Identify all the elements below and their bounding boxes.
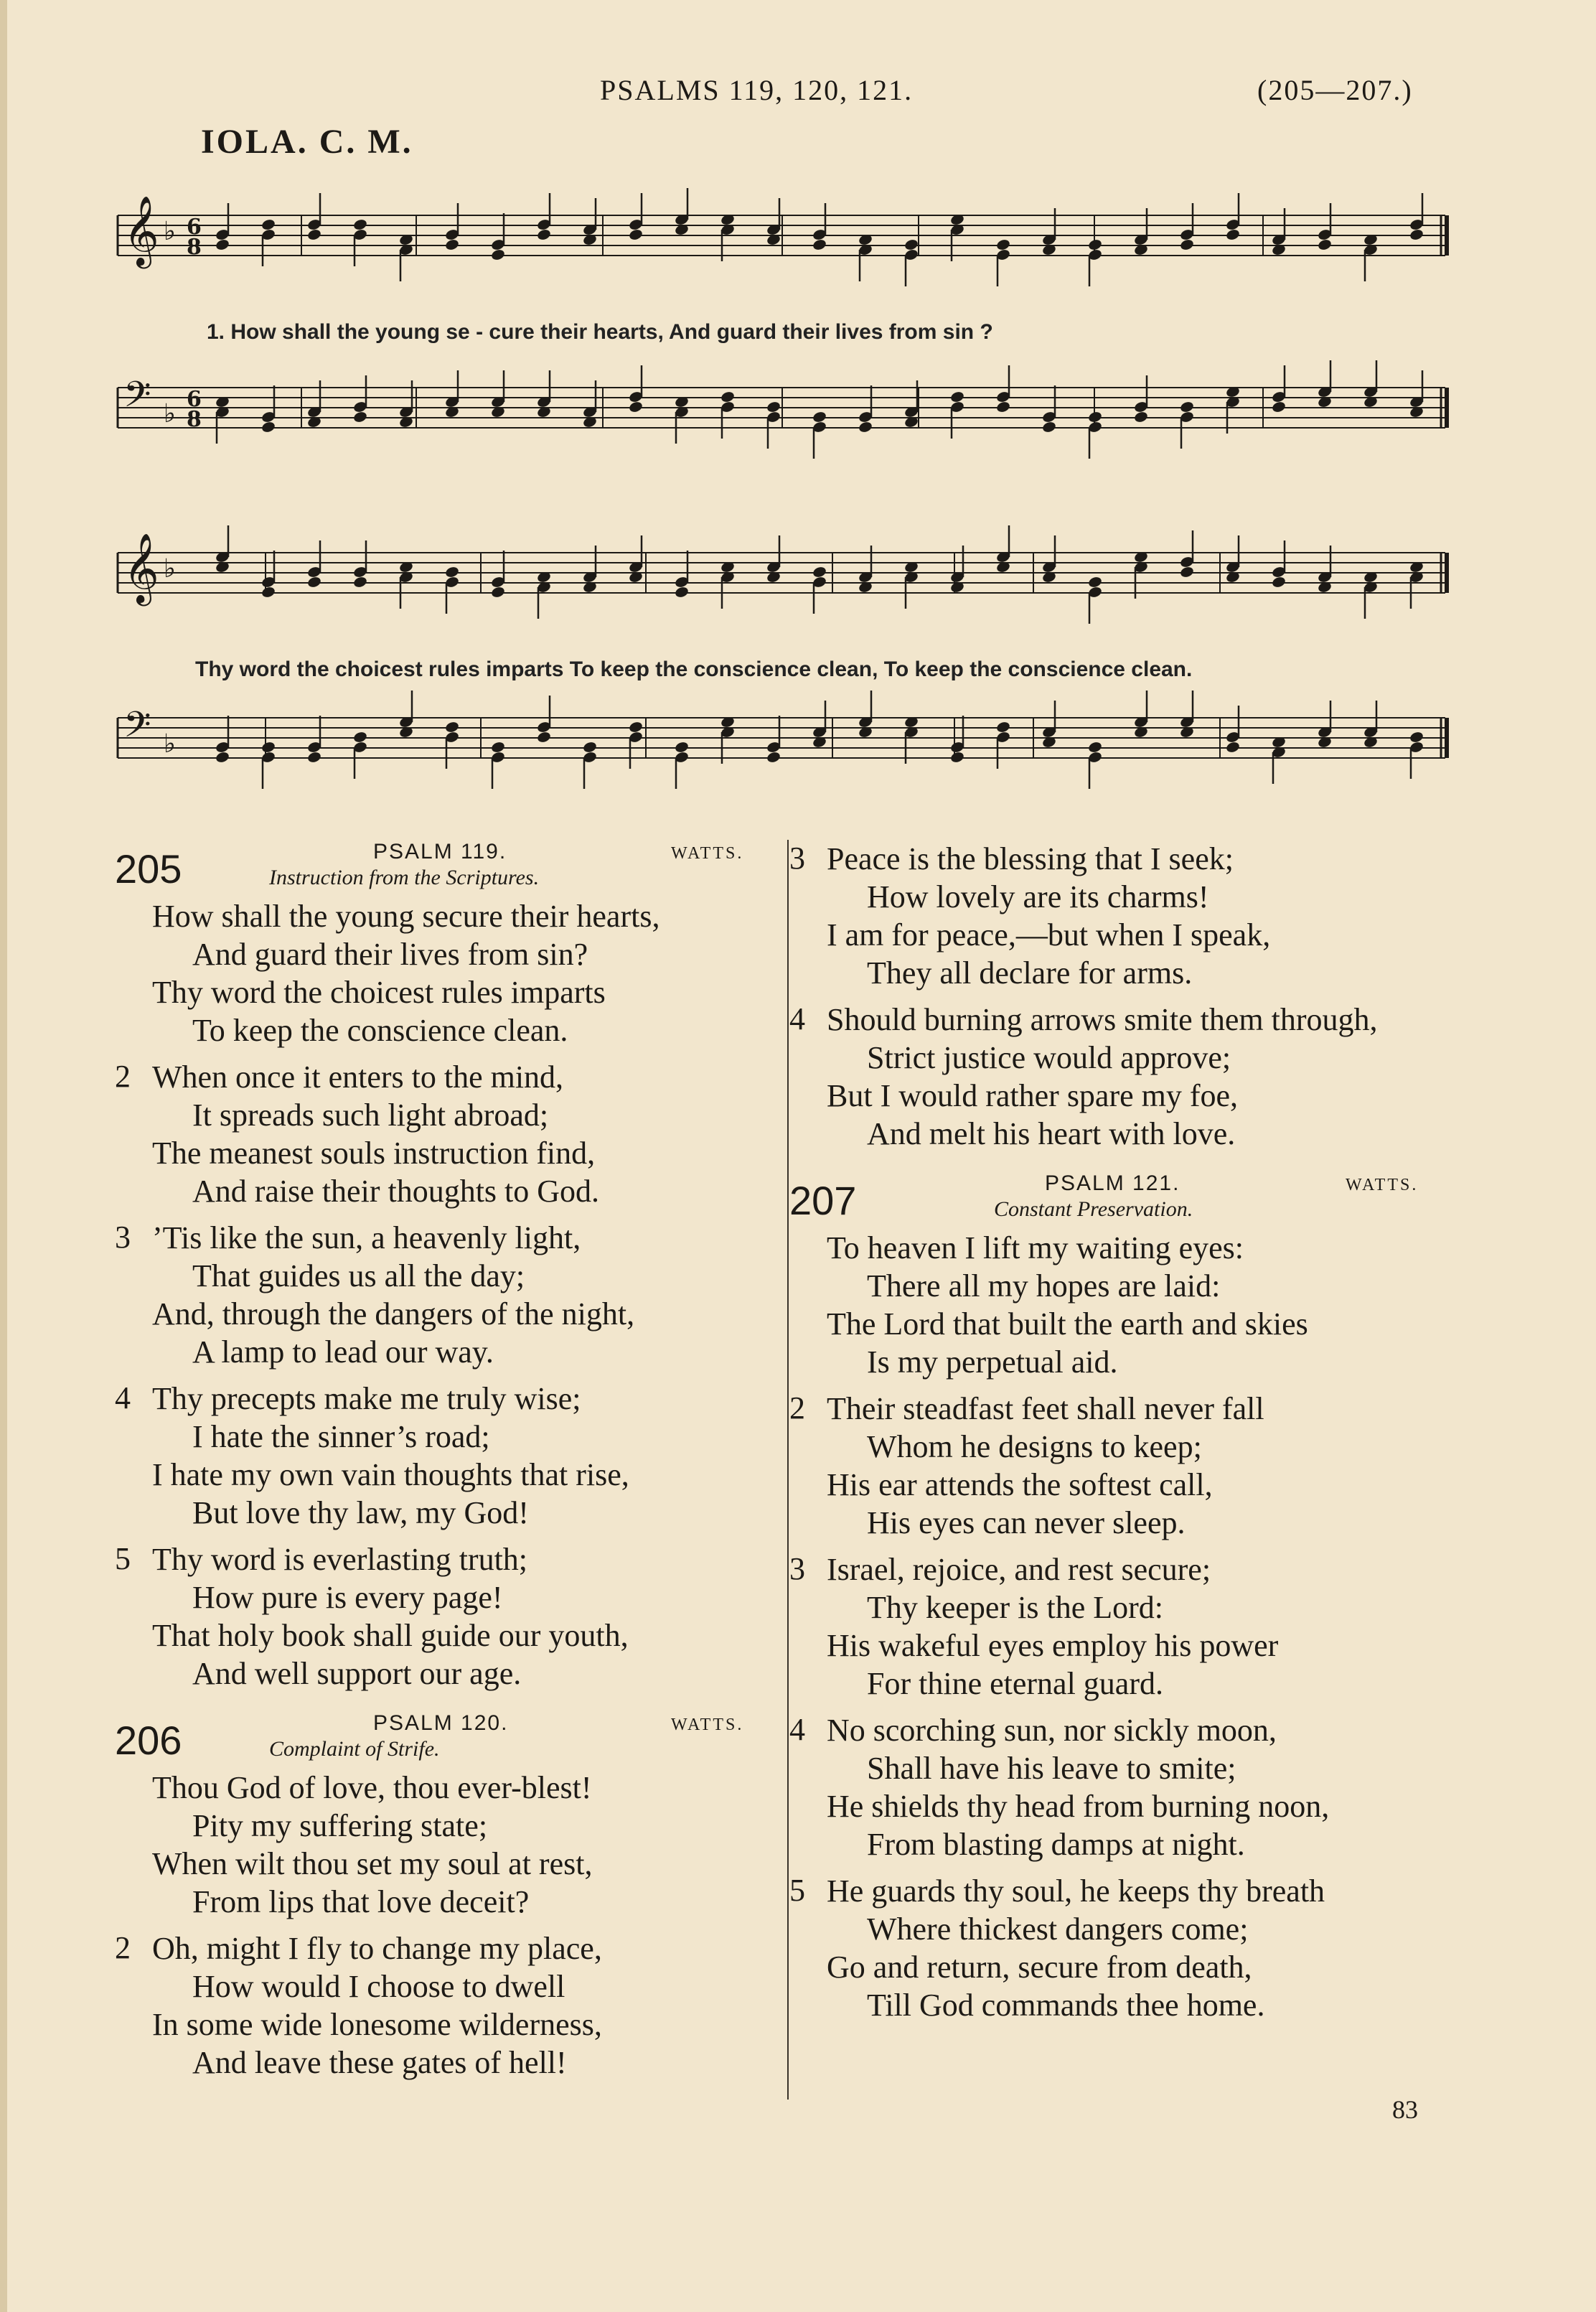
note-head [1087,238,1102,251]
flat-key-icon: ♭ [164,729,176,759]
hymn-subtitle: Constant Preservation. [994,1197,1193,1221]
note-head [1409,731,1424,744]
note-head [628,228,643,241]
verse-line: For thine eternal guard. [867,1666,1163,1701]
hymn-number: 206 [115,1718,182,1763]
hymn-subtitle: Complaint of Strife. [269,1737,440,1761]
stanza [789,1872,1464,2024]
running-head: PSALMS 119, 120, 121. [600,74,914,106]
note-head [812,411,827,423]
page-edge [0,0,7,2312]
verse-line: To heaven I lift my waiting eyes: [827,1230,1244,1265]
page-range: (205—207.) [1257,74,1413,106]
verse-line: How lovely are its charms! [867,879,1209,914]
stanza-number: 3 [789,1551,805,1586]
stanza [789,840,1464,992]
stanza-number: 3 [115,1220,131,1255]
stanza [115,1058,782,1210]
psalm-title: PSALM 121. [1045,1171,1180,1195]
stanza [115,1380,782,1532]
time-signature-top: 6 [187,387,202,412]
note-head [1225,228,1240,241]
verse-line: But I would rather spare my foe, [827,1078,1239,1113]
verse-line: How would I choose to dwell [192,1969,565,2004]
verse-line: And guard their lives from sin? [192,937,588,972]
verse-line: I hate my own vain thoughts that rise, [152,1457,629,1492]
note-head [352,731,367,744]
note-head [215,238,230,251]
verse-line: That holy book shall guide our youth, [152,1618,629,1653]
column-divider [787,840,789,2100]
verse-line: And, through the dangers of the night, [152,1296,635,1331]
stanza [789,1001,1464,1153]
note-head [812,566,827,579]
verse-line: Till God commands thee home. [867,1988,1265,2023]
verse-line: His ear attends the softest call, [827,1467,1213,1502]
hymn-number: 207 [789,1178,857,1223]
verse-line: There all my hopes are laid: [867,1268,1221,1304]
note-head [1133,411,1148,423]
note-head [995,238,1010,251]
note-head [1409,228,1424,241]
note-head [1087,741,1102,754]
note-head [1041,421,1056,434]
stanza [789,1711,1464,1863]
note-head [352,411,367,423]
verse-line: Oh, might I fly to change my place, [152,1931,602,1966]
verse-line: The Lord that built the earth and skies [827,1306,1308,1342]
note-head [949,751,964,764]
verse-line: To keep the conscience clean. [192,1013,568,1048]
verse-line: And melt his heart with love. [867,1116,1236,1151]
note-head [1271,401,1286,413]
verse-line: I am for peace,—but when I speak, [827,917,1271,953]
stanza-number: 5 [115,1541,131,1576]
note-head [720,390,735,403]
flat-key-icon: ♭ [164,217,176,246]
treble-clef-icon: 𝄞 [123,533,159,603]
note-head [674,741,689,754]
note-head [490,586,505,599]
verse-line: From blasting damps at night. [867,1827,1245,1862]
stanza [115,1540,782,1693]
note-head [1271,576,1286,589]
note-head [444,721,459,734]
verse-line: Thy precepts make me truly wise; [152,1381,581,1416]
note-head [1179,401,1194,413]
psalm-title: PSALM 119. [373,840,507,864]
verse-line: Go and return, secure from death, [827,1950,1252,1985]
note-head [1225,741,1240,754]
verse-line: How pure is every page! [192,1580,503,1615]
verse-line: Thy keeper is the Lord: [867,1590,1163,1625]
verse-line: Thy word is everlasting truth; [152,1542,528,1577]
stanza-number: 4 [115,1380,131,1415]
verse-line: Pity my suffering state; [192,1808,488,1843]
verse-line: He shields thy head from burning noon, [827,1789,1330,1824]
note-head [949,390,964,403]
stanza-number: 2 [115,1930,131,1965]
lyrics-line-2: Thy word the choicest rules imparts To keep the conscience clean, To keep the conscience clean. [195,657,1193,681]
verse-line: And well support our age. [192,1656,522,1691]
verse-line: When once it enters to the mind, [152,1059,564,1095]
verse-line: I hate the sinner’s road; [192,1419,490,1454]
stanza [789,1390,1464,1542]
note-head [352,576,367,589]
left-column [115,840,782,2100]
verse-line: Is my perpetual aid. [867,1344,1118,1380]
verse-line: Where thickest dangers come; [867,1911,1249,1947]
note-head [260,218,276,231]
note-head [812,238,827,251]
note-head [444,238,459,251]
psalm-title: PSALM 120. [373,1711,509,1735]
verse-line: His wakeful eyes employ his power [827,1628,1279,1663]
verse-line: The meanest souls instruction find, [152,1136,596,1171]
note-head [490,741,505,754]
note-head [858,421,873,434]
verse-line: And raise their thoughts to God. [192,1174,600,1209]
note-head [628,721,643,734]
bass-clef-icon: 𝄢 [123,374,151,424]
hymn-author: WATTS. [671,1716,744,1734]
stanza-number: 5 [789,1873,805,1908]
note-head [674,586,689,599]
time-signature-top: 6 [187,215,202,240]
hymn-author: WATTS. [1346,1176,1419,1194]
note-head [995,721,1010,734]
verse-line: Shall have his leave to smite; [867,1751,1236,1786]
stanza-number: 2 [115,1059,131,1094]
note-head [260,421,276,434]
note-head [306,751,321,764]
note-head [628,401,643,413]
time-signature-bottom: 8 [187,407,202,432]
note-head [444,566,459,579]
verse-line: That guides us all the day; [192,1258,525,1293]
note-head [995,401,1010,413]
verse-line: Whom he designs to keep; [867,1429,1202,1464]
note-head [1087,411,1102,423]
verse-line: In some wide lonesome wilderness, [152,2007,602,2042]
tune-title: IOLA. C. M. [201,123,413,161]
verse-line: But love thy law, my God! [192,1495,529,1530]
verse-line: A lamp to lead our way. [192,1334,494,1370]
verse-line: Peace is the blessing that I seek; [827,841,1234,876]
note-head [1317,238,1332,251]
page-number: 83 [1392,2095,1418,2124]
hymn-author: WATTS. [671,844,744,863]
note-head [903,238,919,251]
hymn-header [789,1171,1464,1229]
note-head [1179,566,1194,579]
note-head [260,586,276,599]
note-head [490,248,505,261]
verse-line: Thy word the choicest rules imparts [152,975,606,1010]
verse-line: And leave these gates of hell! [192,2045,567,2080]
verse-line: From lips that love deceit? [192,1884,530,1919]
note-head [582,741,597,754]
stanza [115,1219,782,1371]
stanza-number: 3 [789,841,805,876]
stanza [789,1229,1464,1381]
lyrics-line-1: 1. How shall the young se - cure their hearts, And guard their lives from sin ? [207,320,993,344]
stanza [789,1550,1464,1703]
stanza-number: 4 [789,1712,805,1747]
note-head [766,401,781,413]
hymn-header [115,840,782,897]
verse-line: They all declare for arms. [867,955,1193,991]
note-head [260,741,276,754]
hymn-header [115,1711,782,1769]
verse-line: How shall the young secure their hearts, [152,899,660,934]
note-head [1087,576,1102,589]
note-head [215,751,230,764]
verse-line: Israel, rejoice, and rest secure; [827,1552,1211,1587]
note-head [306,576,321,589]
verse-line: ’Tis like the sun, a heavenly light, [152,1220,581,1255]
time-signature-bottom: 8 [187,235,202,260]
note-head [306,228,321,241]
stanza [115,1929,782,2082]
bass-clef-icon: 𝄢 [123,704,151,754]
verse-line: It spreads such light abroad; [192,1098,549,1133]
note-head [536,731,551,744]
flat-key-icon: ♭ [164,554,176,584]
verse-line: No scorching sun, nor sickly moon, [827,1713,1277,1748]
verse-line: His eyes can never sleep. [867,1505,1186,1540]
music-system-2 [115,524,1457,811]
hymn-number: 205 [115,846,182,891]
note-head [536,228,551,241]
verse-line: Thou God of love, thou ever-blest! [152,1770,592,1805]
right-column [789,840,1464,2043]
stanza [115,897,782,1049]
hymn-subtitle: Instruction from the Scriptures. [269,866,540,889]
note-head [766,751,781,764]
verse-line: Their steadfast feet shall never fall [827,1391,1264,1426]
verse-line: He guards thy soul, he keeps thy breath [827,1873,1325,1909]
note-head [352,218,367,231]
verse-line: Strict justice would approve; [867,1040,1231,1075]
verse-line: Should burning arrows smite them through, [827,1002,1378,1037]
treble-clef-icon: 𝄞 [123,195,159,266]
stanza [115,1769,782,1921]
flat-key-icon: ♭ [164,399,176,429]
stanza-number: 4 [789,1001,805,1036]
music-system-1 [115,172,1457,474]
note-head [1179,238,1194,251]
stanza-number: 2 [789,1390,805,1426]
verse-line: When wilt thou set my soul at rest, [152,1846,593,1881]
